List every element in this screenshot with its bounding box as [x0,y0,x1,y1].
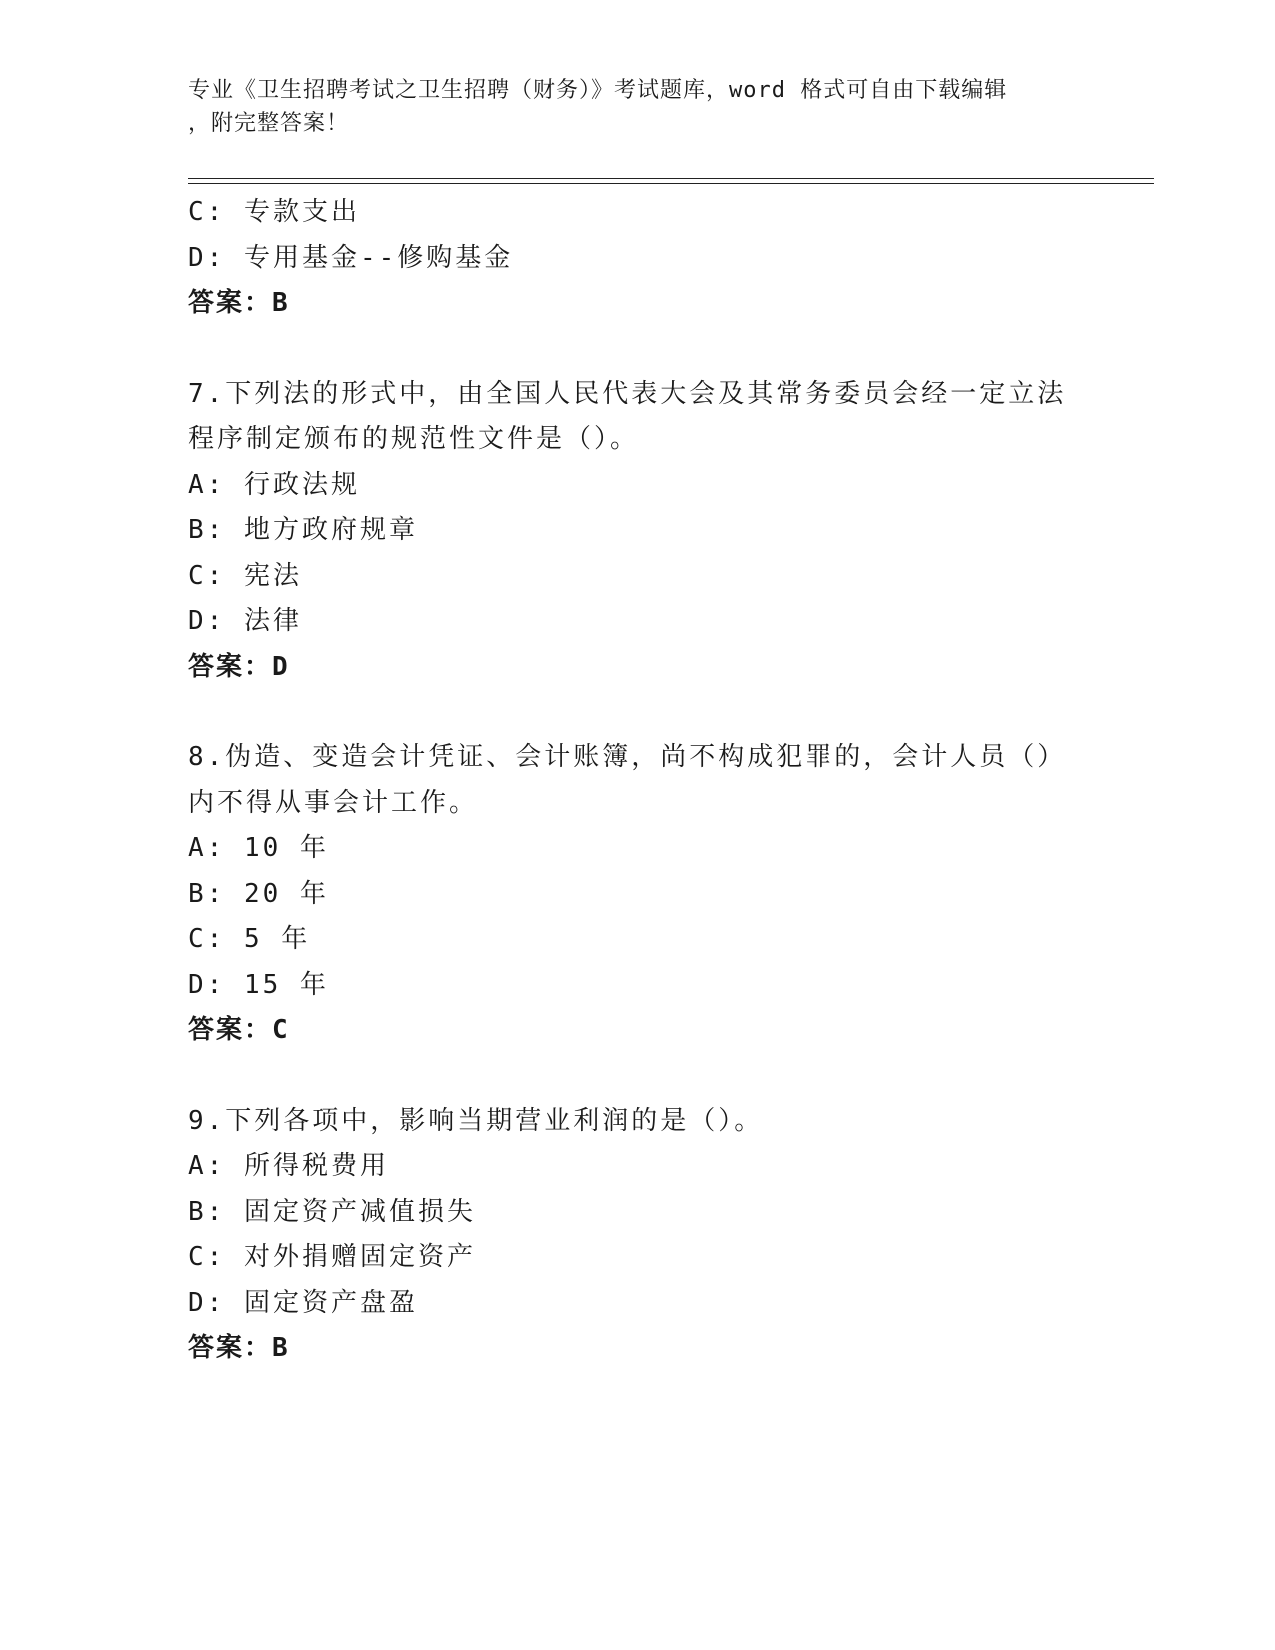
header-divider-top [188,178,1154,179]
question-block-prev [188,190,1088,327]
option-a: A: 10 年 [188,833,329,863]
answer-line: 答案：B [188,1333,290,1363]
answer-line: 答案：D [188,651,290,682]
answer-line: 答案：B [188,288,290,318]
option-d: D: 专用基金--修购基金 [188,242,514,273]
option-b: B: 地方政府规章 [188,515,418,545]
option-a: A: 所得税费用 [188,1151,389,1181]
spacer [188,690,1088,735]
answer-line: 答案：C [188,1015,290,1045]
option-d: D: 法律 [188,606,302,636]
question-stem-line-1: 8.伪造、变造会计凭证、会计账簿，尚不构成犯罪的，会计人员（） [188,742,1067,772]
question-block-8 [188,735,1088,1054]
option-b: B: 20 年 [188,878,329,909]
header-title-line-1: 专业《卫生招聘考试之卫生招聘（财务）》考试题库，word 格式可自由下载编辑 [188,78,1008,103]
spacer [188,1054,1088,1099]
option-c: C: 专款支出 [188,197,360,227]
question-block-7 [188,372,1088,691]
option-c: C: 宪法 [188,560,302,591]
spacer [188,327,1088,372]
option-d: D: 固定资产盘盈 [188,1287,418,1318]
header-title-line-2: ，附完整答案！ [188,111,350,136]
question-stem-line-2: 内不得从事会计工作。 [188,787,479,818]
question-stem-line-1: 7.下列法的形式中，由全国人民代表大会及其常务委员会经一定立法 [188,378,1067,409]
option-c: C: 对外捐赠固定资产 [188,1242,476,1272]
question-stem-line-2: 程序制定颁布的规范性文件是（）。 [188,424,640,454]
option-d: D: 15 年 [188,969,329,1000]
header-divider-bottom [188,183,1154,184]
option-a: A: 行政法规 [188,469,360,500]
question-block-9 [188,1099,1088,1372]
option-c: C: 5 年 [188,924,311,954]
document-header [188,74,1078,140]
question-content [188,190,1088,1372]
option-b: B: 固定资产减值损失 [188,1196,476,1227]
question-stem-line-1: 9.下列各项中，影响当期营业利润的是（）。 [188,1105,764,1136]
